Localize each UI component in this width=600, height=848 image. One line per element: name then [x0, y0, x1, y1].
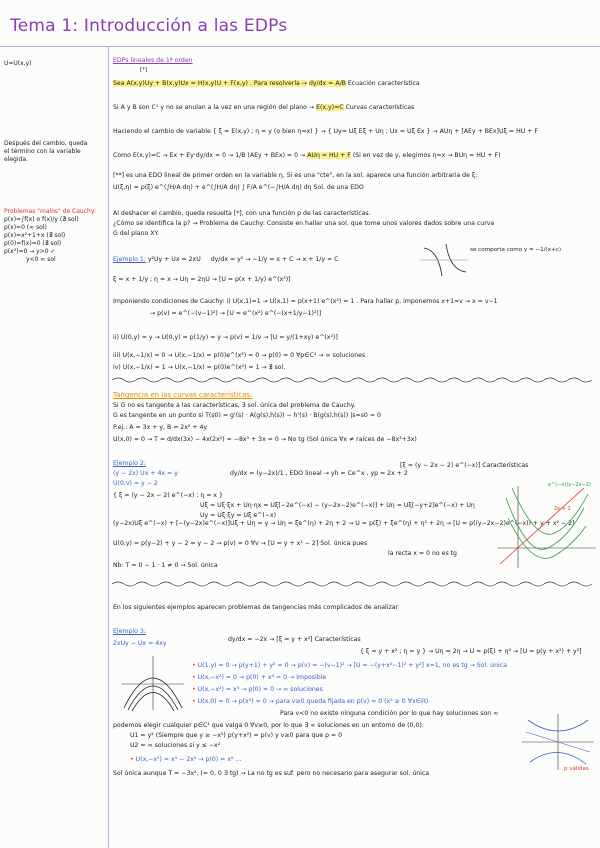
wavy-divider: [112, 376, 596, 384]
text-line: [113, 104, 414, 112]
behaviour-note: se comporta como y = −1/(x+c): [470, 247, 562, 253]
section-heading: Tangencia en las curvas características:: [113, 391, 253, 399]
text-line: Haciendo el cambio de variable { ξ = E(x,y) ; η = y (o bien η=x) } → { Uy= Uξ Eξ + Uη ; Ux = Uξ Ex } → AUη + [AEy + BEx]Uξ = HU + F: [113, 128, 538, 135]
parabolas-sketch: [120, 654, 186, 712]
p-valid-sketch: [520, 712, 596, 772]
text-line: Nb: T = 0 − 1 · 1 ≠ 0 → Sol. única: [113, 562, 218, 569]
text-line: [**] es una EDO lineal de primer orden en la variable η. Si es una "cte", en la sol. aparece una función arbitraria de ξ:: [113, 172, 478, 179]
hyperbola-sketch: [420, 240, 468, 280]
text-line: ¿Cómo se identifica la p? → Problema de Cauchy: Consiste en hallar una sol. que tome unos valores dados sobre una curva: [113, 220, 495, 227]
example-ode: dy/dx = (y−2x)/1 , EDO lineal → yh = Ce^x , yp = 2x + 2: [230, 470, 408, 477]
text: (Si en vez de y, elegimos η=x → BUη = HU + F): [352, 152, 501, 159]
wavy-divider: [112, 580, 596, 588]
text-line: Uξ = Uξ·ξx + Uη·ηx = Uξ[−2e^(−x) − (y−2x−2)e^(−x)] + Uη = Uξ[−y+2]e^(−x) + Uη: [200, 502, 475, 509]
text-line: U1 = y² (Siempre que y ≥ −x²) p(y+x²) = p(v) y v≥0 para que p = 0: [130, 732, 343, 739]
title-divider: [0, 46, 600, 47]
text-line: G del plano XY.: [113, 230, 160, 237]
example-ode: dy/dx = −2x → [ξ = y + x²] Características: [228, 636, 361, 643]
margin-note-line: elegida.: [4, 156, 28, 163]
text-line: U(0,y) = p(y−2) + y − 2 = y − 2 → p(v) = 0 ∀v → [U = y + x² − 2] Sol. única pues: [113, 540, 368, 547]
label: Ecuación característica: [347, 80, 420, 87]
page-title: Tema 1: Introducción a las EDPs: [10, 16, 288, 36]
margin-cauchy-item: p(x²)=0 → y>0 ✓: [4, 248, 56, 255]
text-line: (y−2x)Uξ e^(−x) + [−(y−2x)e^(−x)]Uξ + Uη = y → Uη = ξe^(η) + 2η + 2 → U = p(ξ) + ξe^(η) + η² + 2η → [U = p((y−2x−2)e^(−x)) + y + x² − 2]: [113, 520, 575, 527]
example-condition: U(0,v) = y − 2: [113, 480, 158, 487]
example-heading: Ejemplo 3:: [113, 628, 146, 635]
margin-cauchy-item: p(x)=∫f(x) o f(x)/y (∄ sol): [4, 216, 79, 223]
label: Curvas características: [345, 104, 415, 111]
equation-ref: [*]: [140, 67, 148, 73]
bullet-text: U(x,0) = 0 → p(x²) = 0 → para v≥0 queda fijada en p(v) = 0 (x² ≥ 0 ∀x∈ℝ): [197, 698, 429, 705]
margin-cauchy-item: p(0)=f(x)=0 (∄ sol): [4, 240, 62, 247]
text-line: la recta x = 0 no es tg: [388, 550, 457, 557]
text-line: Si G no es tangente a las características, ∃ sol. única del problema de Cauchy.: [113, 402, 356, 409]
line-label: 2x + 2: [554, 506, 571, 512]
bullet-text: U(x,−x²) = x⁴ → p(0) = 0 → ∞ soluciones: [197, 686, 323, 693]
text: Como E(x,y)=C → Ex + Ey·dy/dx = 0 → 1/B (AEy + BEx) = 0 →: [113, 152, 306, 159]
text-line: ξ = x + 1/y ; η = x → Uη = 2ηU → [U = p(x + 1/y) e^(x²)]: [113, 276, 291, 283]
margin-cauchy-head: Problemas "malos" de Cauchy:: [4, 208, 96, 215]
bullet-line: • U(x,0) = 0 → p(x²) = 0 → para v≥0 queda fijada en p(v) = 0 (x² ≥ 0 ∀x∈ℝ): [192, 698, 429, 705]
section-heading: EDPs lineales de 1ª orden: [113, 57, 193, 64]
margin-note-line: el término con la variable: [4, 148, 81, 155]
text-line: Imponiendo condiciones de Cauchy: i) U(x,1)=1 → U(x,1) = p(x+1) e^(x²) = 1 . Para hallar p, imponemos x+1=v → x = v−1: [113, 298, 498, 305]
example-ode: dy/dx = y² → −1/y = x + C → x + 1/y = C: [210, 256, 339, 263]
example-equation: (y − 2x) Ux + 4x = y: [113, 470, 178, 477]
text-line: Uy = Uξ·ξy = Uξ e^(−x): [200, 512, 277, 519]
text-line: iii) U(x,−1/x) = 0 → U(x,−1/x) = p(0)e^(x²) = 0 → p(0) = 0 ∀p∈C¹ → ∞ soluciones: [113, 352, 366, 359]
characteristic-equation: dy/dx = A/B: [308, 80, 346, 87]
margin-cauchy-item: p(x)=0 (∞ sol): [4, 224, 47, 231]
text-line: U(ξ,η) = p(ξ) e^(∫H/A dη) + e^(∫H/A dη) ∫ F/A e^(−∫H/A dη) dη Sol. de una EDO: [113, 184, 364, 191]
text-line: ii) U(0,y) = y → U(0,y) = p(1/y) = y → p(v) = 1/v → [U = y/(1+xy) e^(x²)]: [113, 334, 338, 341]
margin-note-line: Después del cambio, queda: [4, 140, 88, 147]
pde-equation: Sea A(x,y)Uy + B(x,y)Ux = H(x,y)U + F(x,y) . Para resolverla →: [113, 80, 307, 87]
characteristic-curves: E(x,y)=C: [316, 104, 344, 111]
text-line: Sol única aunque T = −3x², (= 0, 0 ∃ tg) → La no tg es suf. pero no necesario para asegurar sol. única: [113, 770, 430, 777]
change-of-variables: { ξ = y + x² ; η = y } → Uη = 2η → U = p(ξ) + η² → [U = p(y + x²) + y²]: [360, 648, 582, 655]
text-line: [113, 152, 501, 160]
text-line: G es tangente en un punto si T(s0) = g'(s) · A(g(s),h(s)) − h'(s) · B(g(s),h(s)) |s=s0 = 0: [113, 412, 381, 419]
text-line: U2 = ∞ soluciones si y ≤ −x²: [130, 742, 221, 749]
bullet-line: • U(1,y) = 0 → p(y+1) + y² = 0 → p(v) = −(v−1)² → [U = −(y+x²−1)² + y²] x=1, no es tg → Sol. única: [192, 662, 507, 669]
margin-note: [4, 140, 104, 164]
text-line: U(x,0) = 0 → T = d/dx(3x) − 4x(2x²) = −8x³ + 3x = 0 → No tg (Sol única ∀x ≠ raíces de −8x³+3x): [113, 436, 417, 443]
bullet-line: • U(x,−x²) = x⁴ − 2x⁶ → p(0) = x⁶ ...: [130, 756, 242, 763]
example-heading: Ejemplo 2:: [113, 460, 146, 467]
text-line: En los siguientes ejemplos aparecen problemas de tangencias más complicados de analizar: [113, 604, 399, 611]
bullet-line: • U(x,−x²) = 0 → p(0) + x⁴ = 0 → Imposible: [192, 674, 327, 681]
margin-cauchy-item: y<0 ∞ sol: [26, 256, 56, 263]
bullet-line: • U(x,−x²) = x⁴ → p(0) = 0 → ∞ soluciones: [192, 686, 323, 693]
example-line: [113, 256, 338, 264]
margin-line: [108, 46, 109, 848]
margin-cauchy: [4, 208, 104, 264]
text: Si A y B son C¹ y no se anulan a la vez en una región del plano →: [113, 104, 315, 111]
reduced-equation: AUη = HU + F: [307, 152, 351, 159]
sketch-label: p válidas: [564, 766, 589, 772]
text-line: Para v<0 no existe ninguna condición por lo que hay soluciones son ∞: [280, 710, 499, 717]
text-line: → p(v) = e^(−(v−1)²) → [U = e^(x²) e^(−(x+1/y−1)²)]: [150, 310, 322, 317]
bullet-text: U(x,−x²) = x⁴ − 2x⁶ → p(0) = x⁶ ...: [135, 756, 242, 763]
curve-label: e^(−x)(y−2x−2): [548, 482, 591, 488]
bullet-text: U(1,y) = 0 → p(y+1) + y² = 0 → p(v) = −(v−1)² → [U = −(y+x²−1)² + y²] x=1, no es tg → Sol. única: [197, 662, 507, 669]
characteristics-sketch: [488, 478, 598, 570]
example-equation: y²Uy + Ux = 2xU: [147, 256, 201, 263]
margin-cauchy-item: p(x)=x²+1+x (∄ sol): [4, 232, 66, 239]
text-line: Al deshacer el cambio, queda resuelta [*], con una función p de las características.: [113, 210, 371, 217]
example-equation: 2xUy − Ux = 4xy: [113, 640, 167, 647]
text-line: iv) U(x,−1/x) = 1 → U(x,−1/x) = p(0)e^(x²) = 1 → ∄ sol.: [113, 364, 286, 371]
change-of-variables: { ξ = (y − 2x − 2) e^(−x) ; η = x }: [113, 492, 223, 499]
example-heading: Ejemplo 1:: [113, 256, 146, 263]
text-line: P.ej.: A = 3x + y, B = 2x² + 4y: [113, 424, 208, 431]
text-line: podemos elegir cualquier p∈C¹ que valga 0 ∀v≥0, por lo que ∃ ∞ soluciones en un entorno de (0,0):: [113, 722, 424, 729]
bullet-text: U(x,−x²) = 0 → p(0) + x⁴ = 0 → Imposible: [197, 674, 327, 681]
characteristics: [ξ = (y − 2x − 2) e^(−x)] Características: [400, 462, 529, 469]
text-line: [113, 80, 420, 88]
margin-function: U=U(x,y): [4, 60, 32, 67]
